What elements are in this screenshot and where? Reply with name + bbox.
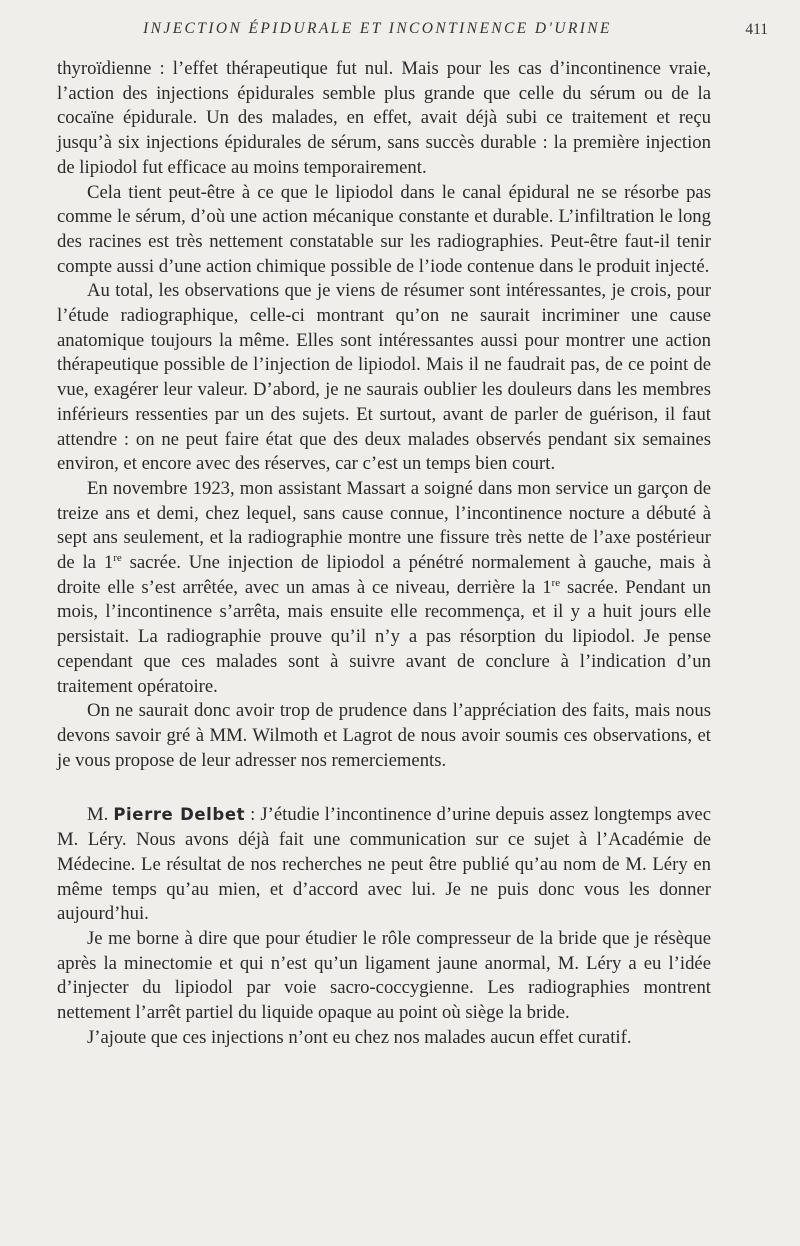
section-gap: [57, 773, 711, 803]
paragraph: thyroïdienne : l’effet thérapeutique fut nul. Mais pour les cas d’incontinence vraie, l’action des injections épidurales semble plus grande que celle du sérum ou de la cocaïne épidurale. Un des malades, en effet, avait déjà subi ce traitement et reçu jusqu’à six injections épidurales de sérum, sans succès durable : la première injection de lipiodol fut efficace au moins temporairement.: [57, 58, 711, 178]
paragraph: Cela tient peut-être à ce que le lipiodol dans le canal épidural ne se résorbe pas comme le sérum, d’où une action mécanique constante et durable. L’infiltration le long des racines est très nettement constatable sur les radiographies. Peut-être faut-il tenir compte aussi d’une action chimique possible de l’iode contenue dans le produit injecté.: [57, 181, 711, 277]
paragraph-text: sacrée. Pendant un mois, l’incontinence s’arrêta, mais ensuite elle recommença, et il y a huit jours elle persistait. La radiographie prouve qu’il n’y a pas résorption du lipiodol. Je pense cependant que ces malades sont à suivre avant de conclure à l’indication d’un traitement opératoire.: [57, 576, 711, 697]
discussion-paragraph: [57, 803, 711, 927]
page-number: 411: [745, 21, 768, 38]
paragraph: Je me borne à dire que pour étudier le rôle compresseur de la bride que je résèque après la minectomie et qui n’est qu’un ligament jaune anormal, M. Léry a eu l’idée d’injecter du lipiodol par voie sacro-coccygienne. Les radiographies montrent nettement l’arrêt partiel du liquide opaque au point où siège la bride.: [57, 927, 711, 1024]
paragraph: On ne saurait donc avoir trop de prudence dans l’appréciation des faits, mais nous devons savoir gré à MM. Wilmoth et Lagrot de nous avoir soumis ces observations, et je vous propose de leur adresser nos remerciements.: [57, 700, 711, 771]
paragraph-text: sacrée. Une injection de lipiodol a pénétré normalement à gauche, mais à droite elle s’est arrêtée, avec un amas à ce niveau, derrière la 1: [57, 552, 711, 598]
paragraph: Au total, les observations que je viens de résumer sont intéressantes, je crois, pour l’étude radiographique, celle-ci montrant qu’on ne saurait incriminer une cause anatomique toujours la même. Elles sont intéressantes aussi pour montrer une action thérapeutique possible de l’injection de lipiodol. Mais il ne faudrait pas, de ce point de vue, exagérer leur valeur. D’abord, je ne saurais oublier les douleurs dans les membres inférieurs ressenties par un des sujets. Et surtout, avant de parler de guérison, il faut attendre : on ne peut faire état que des deux malades observés pendant six semaines environ, et encore avec des réserves, car c’est un temps bien court.: [57, 280, 711, 475]
speaker-prefix: M.: [87, 804, 114, 826]
speaker-name: Pierre Delbet: [113, 805, 246, 825]
superscript: re: [551, 576, 561, 589]
paragraph: J’ajoute que ces injections n’ont eu chez nos malades aucun effet curatif.: [87, 1026, 632, 1048]
discussion-text: : J’étudie l’incontinence d’urine depuis assez longtemps avec M. Léry. Nous avons déjà fait une communication sur ce sujet à l’Académie de Médecine. Le résultat de nos recherches ne peut être publié qu’au nom de M. Léry en même temps qu’au mien, et d’accord avec lui. Je ne puis donc vous les donner aujourd’hui.: [57, 804, 711, 925]
body-text: [57, 57, 711, 1050]
running-head: INJECTION ÉPIDURALE ET INCONTINENCE D'URINE: [143, 20, 612, 37]
paragraph-text: En novembre 1923, mon assistant Massart a soigné dans mon service un garçon de treize ans et demi, chez lequel, sans cause connue, l’incontinence nocture a débuté à sept ans seulement, et la radiographie montre une fissure très nette de l’axe postérieur de la 1: [57, 477, 711, 574]
paragraph: [57, 477, 711, 699]
superscript: re: [113, 551, 122, 564]
